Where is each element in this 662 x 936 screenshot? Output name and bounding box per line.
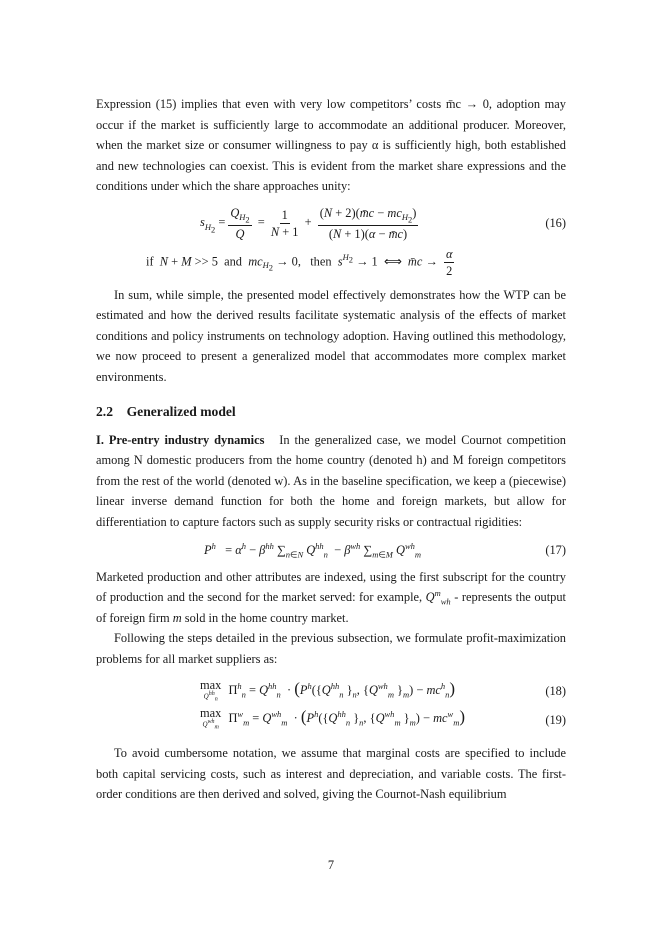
paragraph-lead: I. Pre-entry industry dynamics [96, 432, 265, 447]
section-title: Generalized model [126, 403, 236, 419]
section-heading [96, 402, 566, 422]
equation-body: if N + M >> 5 and $mc_{H_2} \to 0$, then $s^{H_2} \to 1$ ⟺ m̄c → $\frac{\alpha}{2}$ [146, 246, 453, 278]
section-number: 2.2 [96, 403, 113, 419]
equation-17 [96, 541, 566, 559]
paragraph-text: In the generalized case, we model Cournot competition among N domestic producers from the home country (denoted h) and M foreign competitors from the rest of the world (denoted w). As in the baseline specification, we keep a (piecewise) linear inverse demand function for both the home and foreign markets, but allow for differentiation to capture factors such as supply security risks or contractual rigidities: [96, 432, 566, 529]
equation-19 [96, 708, 566, 731]
equation-body: max $Q^{hh}_n$ $\Pi^h_n = Q^{hh}_n \cdot (P^h(\{Q^{hh}_n$ }$_n$, {$Q^{wh}_m$ }$_m) - mc^h_n$) [200, 677, 456, 703]
paragraph: In sum, while simple, the presented model effectively demonstrates how the WTP can be estimated and how the derived results facilitate systematic analysis of the effects of market conditions and policy instruments on technology adoption. Having outlined this methodology, we now proceed to present a generalized model that accommodates more complex market environments. [96, 287, 566, 384]
paragraph: Expression (15) implies that even with very low competitors’ costs m̄c → 0, adoption may occur if the market is sufficiently large to accommodate an additional producer. Moreover, when the market size or consumer willingness to pay α is sufficiently high, both established and new technologies can coexist. This is evident from the market share expressions and the conditions under which the share approaches unity: [96, 97, 566, 194]
equation-18 [96, 677, 566, 703]
paragraph: Marketed production and other attributes are indexed, using the first subscript for the country of production and the second for the market served: for example, $Q^m_{wh}$ - represents the output of foreign firm m sold in the home country market. [96, 569, 566, 625]
paragraph [96, 430, 566, 533]
page-number: 7 [327, 858, 335, 872]
equation-16 [96, 205, 566, 242]
equation-number: (19) [545, 712, 566, 727]
equation-body: $s_{H_2}$ = $\frac{Q_{H_2}}{Q}$ = $\frac{1}{N + 1}$ + $\frac{(N + 2)(m̄c - mc_{H_2})}{(N + 1)(\alpha - m̄c)}$ [200, 205, 417, 241]
paragraph: Following the steps detailed in the previous subsection, we formulate profit-maximization problems for all market suppliers as: [96, 631, 566, 666]
equation-body: max $Q^{wh}_m$ $\Pi^w_m = Q^{wh}_m \cdot (P^h(\{Q^{hh}_n$ }$_n$, {$Q^{wh}_m$ }$_m) - mc^w_m$) [200, 706, 466, 731]
equation-number: (17) [545, 542, 566, 557]
paragraph: To avoid cumbersome notation, we assume that marginal costs are specified to include both capital servicing costs, such as interest and depreciation, and variable costs. The first-order conditions are then derived and solved, giving the Cournot-Nash equilibrium [96, 745, 566, 802]
equation-number: (16) [545, 216, 566, 231]
page-body [96, 94, 566, 805]
equation-body: $P^h = \alpha^h - \beta^{hh}$ $\sum_{n\in N}$ $Q^{hh}_n - \beta^{wh}$ $\sum_{m\in M}$ $Q^{wh}_m$ [204, 540, 421, 560]
equation-number: (18) [545, 683, 566, 698]
equation-16-condition [96, 246, 566, 279]
